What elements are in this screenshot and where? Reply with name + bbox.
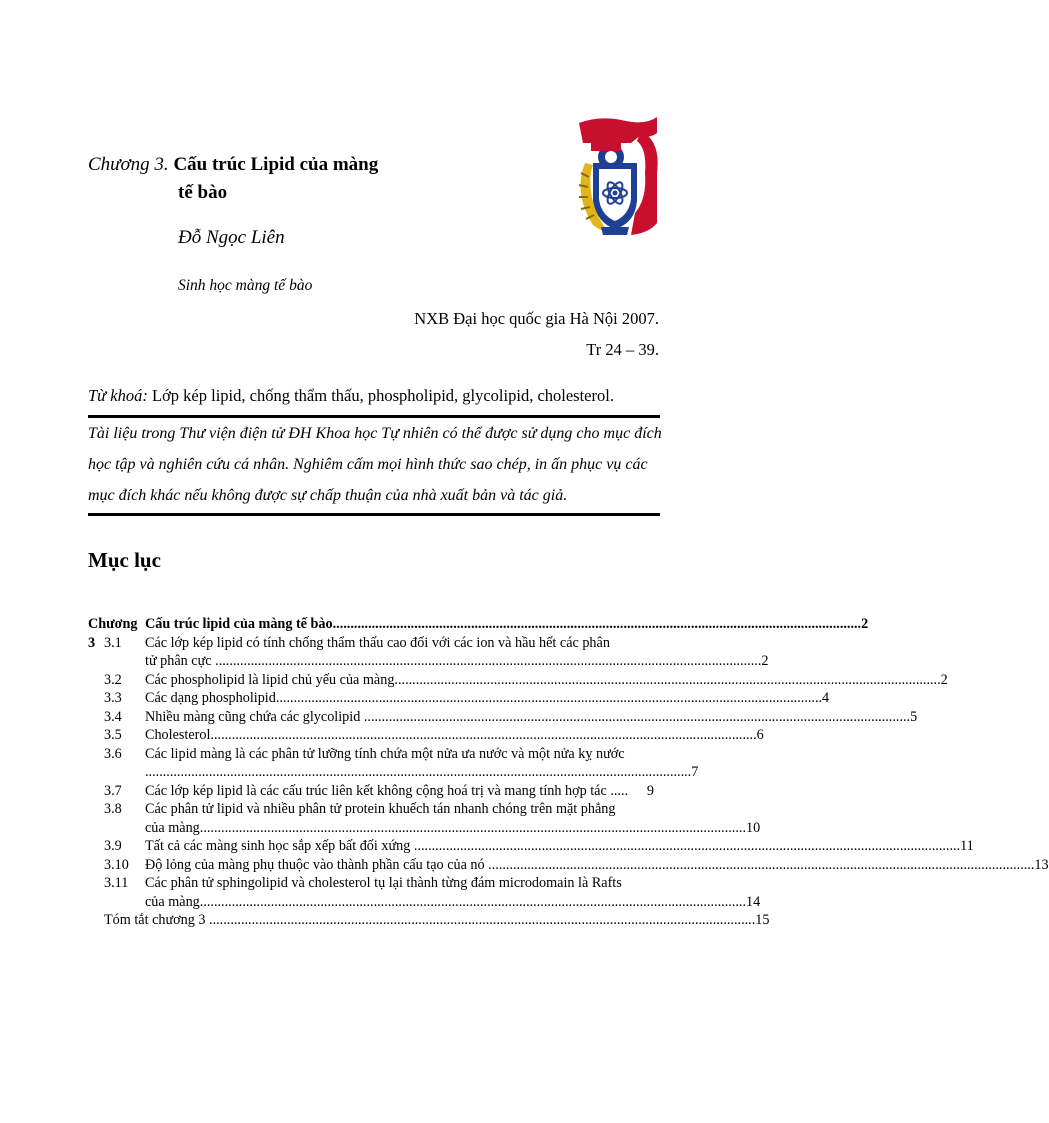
toc-entry[interactable] <box>88 708 918 727</box>
toc-number: 3.8 <box>104 801 122 817</box>
toc-entry[interactable] <box>88 837 974 856</box>
toc-page: 9 <box>646 782 654 799</box>
toc-entry-continued[interactable] <box>88 819 761 838</box>
toc-number: 3.7 <box>104 782 122 799</box>
bottom-divider <box>88 513 660 516</box>
toc-number: 3.1 <box>104 634 122 651</box>
toc-heading: Mục lục <box>88 548 161 572</box>
author: Đỗ Ngọc Liên <box>178 227 285 248</box>
toc-number: 3.5 <box>104 727 122 743</box>
toc-title: Độ lỏng của màng phụ thuộc vào thành phần cấu tạo của nó .......................................................................................................................................................... <box>145 856 1035 873</box>
toc-title: tử phân cực .......................................................................................................................................................... <box>145 653 762 669</box>
book-title: Sinh học màng tế bào <box>178 277 313 294</box>
keywords <box>88 386 614 406</box>
page-range: Tr 24 – 39. <box>586 340 659 359</box>
toc-title: Các lipid màng là các phân tử lưỡng tính chứa một nửa ưa nước và một nửa kỵ nước <box>145 745 625 762</box>
toc-number: Chương 3 <box>88 616 138 651</box>
toc-entry-continued[interactable] <box>88 763 699 782</box>
toc-number: 3.2 <box>104 671 122 688</box>
toc-page: 14 <box>745 893 761 910</box>
toc-number: 3.10 <box>104 856 129 873</box>
toc-number: 3.11 <box>104 875 129 891</box>
toc-title: Nhiều màng cũng chứa các glycolipid .......................................................................................................................................................... <box>145 708 911 725</box>
toc-title: Tất cả các màng sinh học sắp xếp bất đối xứng .......................................................................................................................................................... <box>145 838 961 854</box>
chapter-title: Cấu trúc Lipid của màng <box>173 154 379 175</box>
toc-entry[interactable] <box>88 874 654 893</box>
toc-page: 10 <box>745 819 761 836</box>
toc-title: Cholesterol.......................................................................................................................................................... <box>145 727 757 743</box>
toc-title: của màng.......................................................................................................................................................... <box>145 893 746 910</box>
toc-page: 2 <box>940 671 948 688</box>
keywords-text: Lớp kép lipid, chống thẩm thấu, phospholipid, glycolipid, cholesterol. <box>147 386 614 405</box>
toc-number: 3.3 <box>104 690 122 706</box>
toc-title: Các phân tử lipid và nhiều phân tử protein khuếch tán nhanh chóng trên mặt phẳng <box>145 801 616 817</box>
toc-entry[interactable] <box>88 856 1049 875</box>
toc-number: 3.6 <box>104 745 122 762</box>
toc-title: của màng.......................................................................................................................................................... <box>145 819 746 836</box>
university-seal-logo <box>571 113 661 238</box>
toc-title: Các dạng phospholipid.......................................................................................................................................................... <box>145 690 823 706</box>
toc-page: 4 <box>822 690 830 706</box>
toc-page: 2 <box>861 616 869 632</box>
toc-page: 7 <box>691 764 699 780</box>
table-of-contents <box>88 615 1049 930</box>
toc-entry-continued[interactable] <box>88 652 769 671</box>
toc-entry[interactable] <box>88 689 830 708</box>
publisher: NXB Đại học quốc gia Hà Nội 2007. <box>414 309 659 328</box>
chapter-heading <box>88 154 378 176</box>
toc-title: Các phospholipid là lipid chủ yếu của màng.......................................................................................................................................................... <box>145 671 941 688</box>
toc-title: Cấu trúc lipid của màng tế bào..................................................................................................................................................... <box>145 616 862 632</box>
toc-page: 11 <box>960 838 974 854</box>
chapter-label: Chương 3. <box>88 154 169 175</box>
toc-entry-continued[interactable] <box>88 893 761 912</box>
copyright-notice: Tài liệu trong Thư viện điện tử ĐH Khoa học Tự nhiên có thể được sử dụng cho mục đích học tập và nghiên cứu cá nhân. Nghiêm cấm mọi hình thức sao chép, in ấn phục vụ các mục đích khác nếu không được sự chấp thuận của nhà xuất bản và tác giả. <box>88 425 662 504</box>
keywords-label: Từ khoá: <box>88 386 148 405</box>
toc-title: .......................................................................................................................................................... <box>145 764 692 780</box>
toc-entry[interactable] <box>88 782 654 801</box>
toc-entry[interactable] <box>88 745 654 764</box>
chapter-title-continued: tế bào <box>178 182 228 203</box>
toc-page: 13 <box>1034 856 1049 873</box>
toc-title: Tóm tắt chương 3 .......................................................................................................................................................... <box>104 912 756 928</box>
toc-title: Các lớp kép lipid có tính chống thẩm thấu cao đối với các ion và hầu hết các phân <box>145 634 610 651</box>
toc-page: 15 <box>755 912 770 928</box>
toc-entry[interactable] <box>88 726 764 745</box>
toc-entry[interactable] <box>88 634 654 653</box>
toc-entry[interactable] <box>88 800 654 819</box>
toc-summary-row[interactable] <box>88 911 770 930</box>
toc-number: 3.4 <box>104 708 122 725</box>
toc-page: 5 <box>910 708 918 725</box>
toc-title: Các phân tử sphingolipid và cholesterol tụ lại thành từng đám microdomain là Rafts <box>145 875 622 891</box>
toc-title: Các lớp kép lipid là các cấu trúc liên kết không cộng hoá trị và mang tính hợp tác ..... <box>145 782 629 799</box>
toc-entry[interactable] <box>88 671 948 690</box>
toc-page: 2 <box>761 653 769 669</box>
toc-page: 6 <box>756 727 764 743</box>
toc-number: 3.9 <box>104 838 122 854</box>
